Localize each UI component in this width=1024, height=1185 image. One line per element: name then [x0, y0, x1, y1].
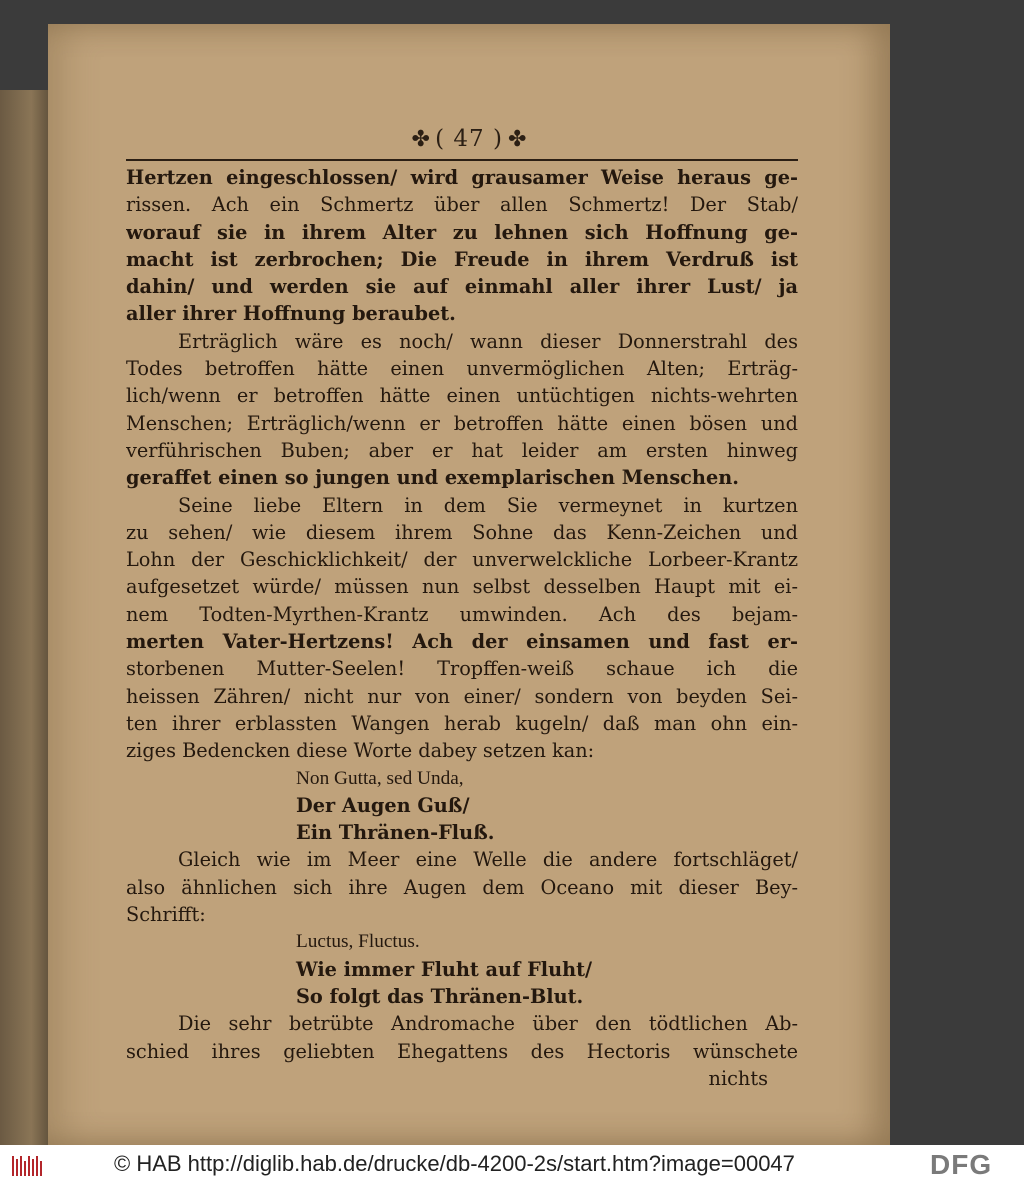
text-line: lich/wenn er betroffen hätte einen untüchtigen nichts-wehrten — [126, 384, 798, 408]
body-text — [126, 164, 798, 1092]
text-line: aller ihrer Hoffnung beraubet. — [126, 302, 456, 326]
left-page-edge — [0, 90, 52, 1145]
ornament-left: ✤ — [411, 127, 430, 152]
text-line: Die sehr betrübte Andromache über den tödtlichen Ab- — [178, 1012, 798, 1036]
text-line: merten Vater-Hertzens! Ach der einsamen und fast er- — [126, 630, 798, 654]
text-line: dahin/ und werden sie auf einmahl aller ihrer Lust/ ja — [126, 275, 798, 299]
ornament-right: ✤ — [508, 127, 527, 152]
text-line: rissen. Ach ein Schmertz über allen Schmertz! Der Stab/ — [126, 193, 798, 217]
text-line: ziges Bedencken diese Worte dabey setzen kan: — [126, 739, 595, 763]
verse-line: Ein Thränen-Fluß. — [296, 821, 495, 845]
text-line: Hertzen eingeschlossen/ wird grausamer Weise heraus ge- — [126, 166, 798, 189]
header-rule — [126, 159, 798, 161]
text-line: heissen Zähren/ nicht nur von einer/ sondern von beyden Sei- — [126, 684, 798, 708]
text-line: zu sehen/ wie diesem ihrem Sohne das Kenn-Zeichen und — [126, 520, 798, 544]
text-line: verführischen Buben; aber er hat leider am ersten hinweg — [126, 438, 798, 462]
text-line: nem Todten-Myrthen-Krantz umwinden. Ach des bejam- — [126, 602, 798, 626]
text-line: also ähnlichen sich ihre Augen dem Oceano mit dieser Bey- — [126, 875, 798, 899]
verse-line: So folgt das Thränen-Blut. — [296, 984, 584, 1008]
verse-line: Wie immer Fluht auf Fluht/ — [296, 957, 593, 981]
verse-latin: Luctus, Fluctus. — [296, 931, 420, 953]
text-line: aufgesetzet würde/ müssen nun selbst desselben Haupt mit ei- — [126, 575, 798, 599]
text-line: ten ihrer erblassten Wangen herab kugeln/ daß man ohn ein- — [126, 711, 798, 735]
catchword: nichts — [708, 1066, 768, 1090]
text-line: Gleich wie im Meer eine Welle die andere fortschläget/ — [178, 848, 798, 872]
text-line: Todes betroffen hätte einen unvermöglichen Alten; Erträg- — [126, 357, 798, 381]
text-line: macht ist zerbrochen; Die Freude in ihrem Verdruß ist — [126, 247, 798, 271]
text-line: storbenen Mutter-Seelen! Tropffen-weiß schaue ich die — [126, 657, 798, 681]
text-line: schied ihres geliebten Ehegattens des Hectoris wünschete — [126, 1039, 798, 1063]
text-line: Seine liebe Eltern in dem Sie vermeynet in kurtzen — [178, 493, 798, 517]
verse-latin: Non Gutta, sed Unda, — [296, 767, 464, 789]
text-line: Erträglich wäre es noch/ wann dieser Donnerstrahl des — [178, 329, 798, 353]
dfg-logo: DFG — [930, 1149, 993, 1180]
copyright-link[interactable]: © HAB http://diglib.hab.de/drucke/db-4200-2s/start.htm?image=00047 — [114, 1151, 795, 1176]
verse-line: Der Augen Guß/ — [296, 793, 470, 817]
hab-logo-icon — [10, 1153, 46, 1179]
page-number: ( 47 ) — [435, 126, 503, 152]
text-line: worauf sie in ihrem Alter zu lehnen sich Hoffnung ge- — [126, 220, 798, 244]
book-page — [48, 24, 890, 1145]
text-line: Lohn der Geschicklichkeit/ der unverwelckliche Lorbeer-Krantz — [126, 548, 798, 572]
text-line: Schrifft: — [126, 903, 206, 927]
text-line: geraffet einen so jungen und exemplarischen Menschen. — [126, 466, 739, 490]
footer-bar — [0, 1145, 1024, 1185]
text-line: Menschen; Erträglich/wenn er betroffen hätte einen bösen und — [126, 411, 798, 435]
